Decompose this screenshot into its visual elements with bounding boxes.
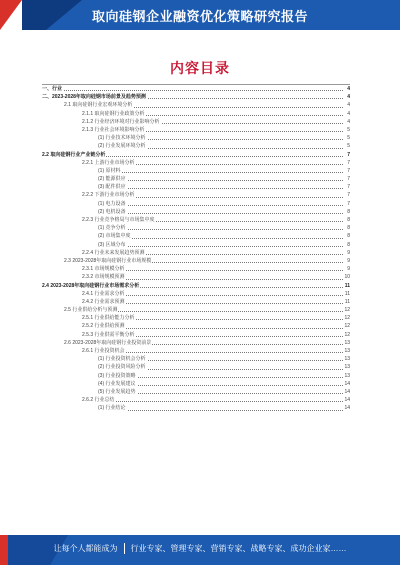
toc-entry-title: (2) 行业投资风险分析 — [98, 364, 146, 371]
toc-entry-title: 2.2.2 下游行业市场分析 — [82, 192, 135, 199]
toc-entry-page: 11 — [344, 290, 350, 297]
toc-entry-page: 8 — [347, 233, 350, 240]
toc-entry-page: 12 — [344, 331, 350, 338]
toc-entry[interactable] — [42, 151, 350, 159]
toc-entry[interactable] — [42, 134, 350, 142]
toc-entry-title: 2.3 2023-2028年取向硅钢行业市场规模 — [64, 257, 152, 264]
toc-entry-page: 7 — [347, 184, 350, 191]
toc-entry-title: (4) 行业发展建议 — [98, 380, 136, 387]
toc-entry-page: 5 — [347, 143, 350, 150]
toc-entry[interactable] — [42, 216, 350, 224]
toc-entry-page: 4 — [347, 110, 350, 117]
toc-entry[interactable] — [42, 314, 350, 322]
toc-entry-title: 2.4 2023-2028年取向硅钢行业市场需求分析 — [42, 282, 140, 289]
toc-entry[interactable] — [42, 208, 350, 216]
toc-entry-page: 7 — [347, 151, 350, 158]
toc-entry-title: 2.3.1 市场规模分析 — [82, 266, 125, 273]
toc-entry-title: 2.2.1 上游行业市场分析 — [82, 159, 135, 166]
footer-slogan — [0, 543, 400, 554]
toc-entry[interactable] — [42, 126, 350, 134]
toc-entry[interactable] — [42, 167, 350, 175]
toc-entry-page: 7 — [347, 159, 350, 166]
toc-entry-page: 12 — [344, 323, 350, 330]
toc-entry[interactable] — [42, 363, 350, 371]
toc-dot-leader — [98, 246, 343, 247]
toc-entry[interactable] — [42, 331, 350, 339]
toc-entry[interactable] — [42, 232, 350, 240]
toc-dot-leader — [82, 401, 343, 402]
toc-entry[interactable] — [42, 249, 350, 257]
toc-entry-page: 12 — [344, 315, 350, 322]
toc-entry-page: 13 — [344, 348, 350, 354]
toc-entry-title: 2.6.2 行业总结 — [82, 397, 115, 404]
toc-entry-title: (3) 配件供应 — [98, 184, 126, 191]
page-header — [0, 0, 400, 34]
toc-entry-page: 7 — [347, 200, 350, 207]
toc-entry[interactable] — [42, 224, 350, 232]
toc-dot-leader — [98, 188, 343, 189]
toc-entry-page: 12 — [344, 307, 350, 314]
toc-entry-page: 5 — [347, 135, 350, 142]
toc-entry[interactable] — [42, 175, 350, 183]
toc-entry-title: 2.2.4 行业未来发展趋势预测 — [82, 249, 145, 256]
toc-entry-title: (1) 竞争分析 — [98, 225, 126, 232]
toc-entry-page: 13 — [344, 364, 350, 371]
toc-entry[interactable] — [42, 372, 350, 380]
toc-entry-title: 2.4.2 行业需求预测 — [82, 298, 125, 305]
toc-entry-page: 14 — [344, 397, 350, 404]
table-of-contents — [42, 84, 350, 413]
toc-entry[interactable] — [42, 339, 350, 347]
toc-entry-title: (1) 电力设备 — [98, 200, 126, 207]
toc-dot-leader — [98, 180, 343, 181]
toc-entry[interactable] — [42, 306, 350, 314]
toc-entry[interactable] — [42, 101, 350, 109]
toc-entry-page: 5 — [347, 126, 350, 133]
toc-entry-title: 2.3.2 市场规模预测 — [82, 274, 125, 281]
toc-entry-page: 13 — [344, 356, 350, 363]
toc-entry-title: (3) 行业投资策略 — [98, 372, 136, 379]
toc-entry[interactable] — [42, 290, 350, 298]
toc-entry-page: 8 — [347, 217, 350, 223]
toc-entry-page: 4 — [347, 102, 350, 109]
toc-entry-page: 13 — [344, 339, 350, 346]
toc-entry-page: 8 — [347, 225, 350, 232]
toc-entry-page: 8 — [347, 241, 350, 248]
toc-heading: 内容目录 — [170, 60, 230, 76]
toc-entry-page: 11 — [344, 298, 350, 305]
toc-entry-title: 二、2023-2028年取向硅钢市场前景及趋势预测 — [42, 94, 146, 101]
toc-entry-page: 14 — [344, 388, 350, 395]
toc-entry[interactable] — [42, 257, 350, 265]
toc-entry-title: 2.2.3 行业竞争格局与市场集中度 — [82, 217, 155, 223]
toc-entry-title: (2) 市场集中度 — [98, 233, 131, 240]
toc-entry-title: 2.5.1 行业供给能力分析 — [82, 315, 135, 322]
footer-divider — [124, 543, 125, 554]
toc-entry[interactable] — [42, 298, 350, 306]
toc-dot-leader — [98, 213, 343, 214]
toc-entry[interactable] — [42, 110, 350, 118]
page-footer — [0, 535, 400, 565]
toc-entry-page: 10 — [344, 274, 350, 281]
toc-entry[interactable] — [42, 191, 350, 199]
toc-entry-title: (2) 电机设备 — [98, 208, 126, 215]
toc-entry[interactable] — [42, 159, 350, 167]
toc-entry-title: 2.1.2 行业经济环境对行业影响分析 — [82, 118, 160, 125]
toc-entry-title: 一、行业 — [42, 86, 63, 92]
toc-entry[interactable] — [42, 183, 350, 191]
toc-entry[interactable] — [42, 404, 350, 412]
toc-dot-leader — [98, 229, 343, 230]
toc-entry-page: 4 — [347, 86, 350, 92]
toc-dot-leader — [98, 172, 343, 173]
toc-entry-page: 14 — [344, 380, 350, 387]
toc-entry[interactable] — [42, 200, 350, 208]
toc-entry-title: (1) 行业结论 — [98, 405, 126, 412]
report-title: 取向硅钢企业融资优化策略研究报告 — [91, 9, 308, 24]
toc-entry[interactable] — [42, 380, 350, 388]
toc-entry[interactable] — [42, 282, 350, 290]
toc-entry-page: 11 — [344, 282, 350, 289]
toc-entry-title: 2.5.3 行业供需平衡分析 — [82, 331, 135, 338]
toc-entry-title: 2.1 取向硅钢行业宏观环境分析 — [64, 102, 133, 109]
toc-entry-title: (1) 行业投资机会分析 — [98, 356, 146, 363]
toc-entry-title: (3) 区域分布 — [98, 241, 126, 248]
toc-entry[interactable] — [42, 273, 350, 281]
toc-entry-page: 7 — [347, 176, 350, 183]
footer-slogan-left: 让每个人都能成为 — [53, 544, 118, 553]
toc-entry-page: 9 — [347, 257, 350, 264]
toc-entry-title: 2.4.1 行业需求分析 — [82, 290, 125, 297]
toc-entry-page: 13 — [344, 372, 350, 379]
footer-slogan-right: 行业专家、管理专家、营销专家、战略专家、成功企业家…… — [130, 544, 347, 553]
toc-entry[interactable] — [42, 396, 350, 404]
toc-entry-title: 2.5 行业供给分析与预测 — [64, 307, 118, 314]
toc-entry-page: 7 — [347, 167, 350, 174]
toc-dot-leader — [42, 90, 343, 91]
toc-dot-leader — [98, 238, 343, 239]
toc-entry[interactable] — [42, 322, 350, 330]
toc-entry[interactable] — [42, 241, 350, 249]
toc-entry[interactable] — [42, 118, 350, 126]
toc-entry-page: 7 — [347, 192, 350, 199]
toc-entry[interactable] — [42, 388, 350, 396]
toc-entry-title: (1) 原材料 — [98, 167, 121, 174]
toc-entry-title: 2.5.2 行业供给预测 — [82, 323, 125, 330]
toc-entry-page: 14 — [344, 405, 350, 412]
toc-entry[interactable] — [42, 142, 350, 150]
toc-entry-title: (5) 行业发展趋势 — [98, 388, 136, 395]
toc-entry[interactable] — [42, 93, 350, 101]
toc-entry-title: (2) 能源供应 — [98, 176, 126, 183]
toc-dot-leader — [98, 205, 343, 206]
toc-entry[interactable] — [42, 265, 350, 273]
toc-entry-page: 4 — [347, 118, 350, 125]
toc-entry[interactable] — [42, 84, 350, 93]
toc-entry-title: (1) 行业技术环境分析 — [98, 135, 146, 142]
toc-dot-leader — [98, 410, 343, 411]
toc-entry-title: 2.2 取向硅钢行业产业链分析 — [42, 151, 106, 158]
toc-entry-page: 8 — [347, 208, 350, 215]
toc-entry-page: 9 — [347, 266, 350, 273]
toc-entry-title: 2.1.1 取向硅钢行业政策分析 — [82, 110, 145, 117]
toc-entry-page: 9 — [347, 249, 350, 256]
toc-entry-title: 2.6.1 行业投资机会 — [82, 348, 125, 354]
toc-entry-title: 2.1.3 行业社会环境影响分析 — [82, 126, 145, 133]
toc-entry-title: 2.6 2023-2028年取向硅钢行业投资前景 — [64, 339, 152, 346]
toc-entry[interactable] — [42, 355, 350, 363]
toc-entry-title: (2) 行业发展环境分析 — [98, 143, 146, 150]
toc-entry-page: 4 — [347, 94, 350, 101]
toc-entry[interactable] — [42, 347, 350, 355]
